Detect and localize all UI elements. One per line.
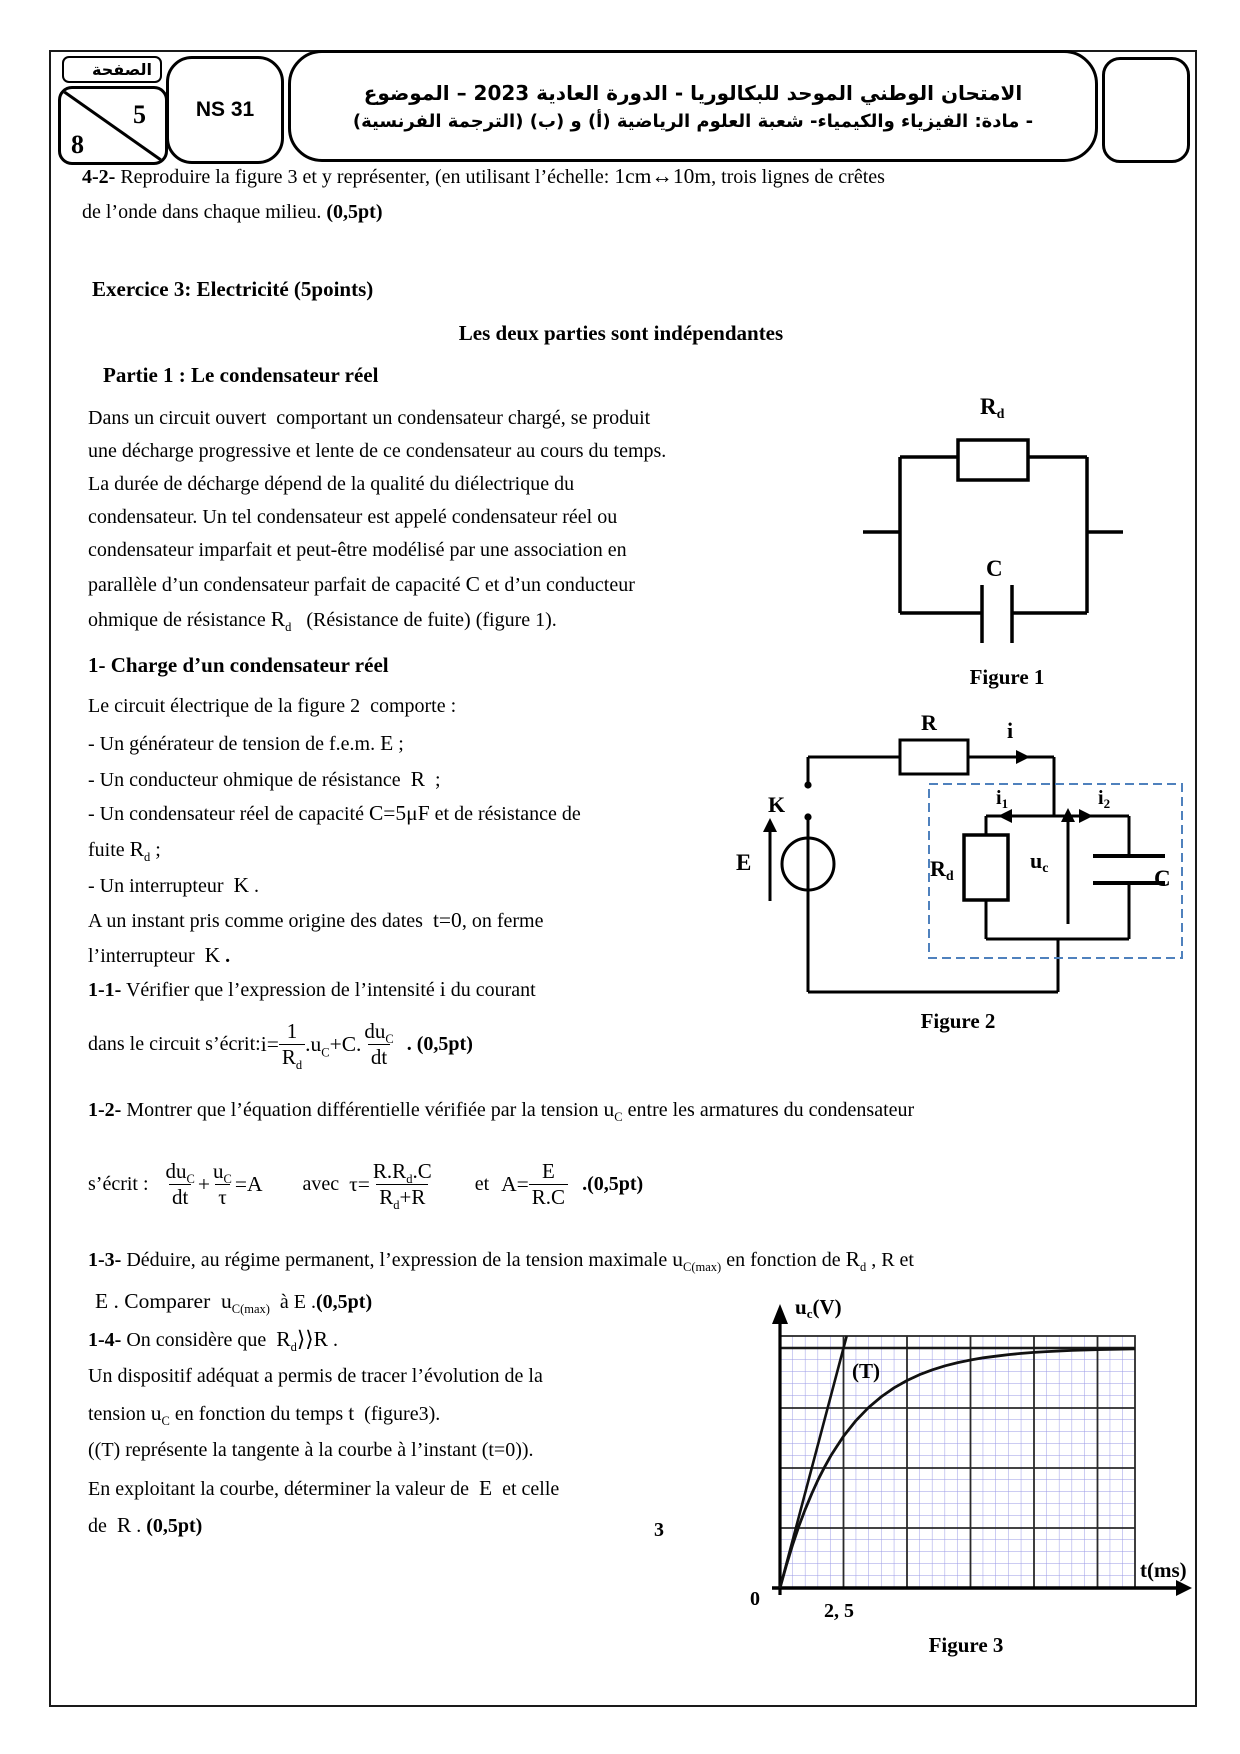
page-current: 5 [133, 100, 146, 129]
q12-frac-uc-tau: $\frac{u_C}{\tau}$ [213, 1159, 232, 1209]
q14-line6: de R . (0,5pt) [88, 1513, 203, 1537]
q12-frac-duc-dt: $\frac{du_C}{dt}$ [165, 1159, 195, 1209]
exam-title-line1: الامتحان الوطني الموحد للبكالوريا - الدورة العادية 2023 – الموضوع [363, 80, 1023, 105]
sec1-line4: - Un condensateur réel de capacité C=5μF et de résistance de [88, 801, 581, 825]
figure3-graph [640, 1290, 1200, 1622]
fig2-i2-arrow [1079, 809, 1093, 823]
q42-line2: de l’onde dans chaque milieu. (0,5pt) [82, 201, 383, 223]
figure2-caption: Figure 2 [920, 1009, 996, 1033]
intro-line6: parallèle d’un condensateur parfait de capacité C et d’un conducteur [88, 572, 635, 596]
q14-line2: Un dispositif adéquat a permis de tracer l’évolution de la [88, 1365, 543, 1387]
fig2-k-label: K [768, 792, 786, 817]
q12-line1: 1-2- Montrer que l’équation différentielle vérifiée par la tension $u_C$ entre les armatures du condensateur [88, 1097, 915, 1124]
fig3-x-arrow [1176, 1580, 1192, 1596]
figure3-caption: Figure 3 [928, 1633, 1004, 1657]
fig2-r-label: R [921, 710, 937, 735]
fig3-ylabel: uc(V) [795, 1295, 842, 1321]
sec1-line7: A un instant pris comme origine des dates t=0, on ferme [88, 908, 544, 932]
sec1-line1: Le circuit électrique de la figure 2 comporte : [88, 695, 457, 717]
page-number-diagonal [61, 89, 165, 162]
q14-line3: tension $u_C$ en fonction du temps t (figure3). [88, 1401, 441, 1428]
figure1-caption: Figure 1 [969, 665, 1045, 689]
sec1-line2: - Un générateur de tension de f.e.m. E ; [88, 731, 404, 755]
page-label: الصفحة [91, 60, 152, 79]
fig2-switch-dot2 [804, 813, 811, 820]
empty-header-box [1102, 57, 1190, 163]
q11-equation: dans le circuit s’écrit: i= $\frac{1}{R_d}$ $.u_C+C$. $\frac{du_C}{dt}$ . (0,5pt) [88, 1019, 473, 1072]
partie1-title: Partie 1 : Le condensateur réel [103, 363, 379, 387]
figure2-circuit [630, 700, 1200, 1000]
intro-line5: condensateur imparfait et peut-être modélisé par une association en [88, 539, 627, 561]
fig2-c-label: C [1154, 866, 1171, 891]
page-number-box [58, 86, 168, 165]
q11-frac-1-over-rd: $\frac{1}{R_d}$ [279, 1019, 305, 1068]
fig2-i2-label: $i_2$ [1098, 787, 1111, 811]
fig3-xlabel: t(ms) [1140, 1558, 1187, 1582]
page-label-box [62, 56, 162, 83]
exercice3-subtitle: Les deux parties sont indépendantes [458, 321, 784, 345]
q11-line1: 1-1- Vérifier que l’expression de l’intensité i du courant [88, 977, 536, 1001]
q12-frac-tau: $\frac{R.R_d.C}{R_d+R}$ [372, 1159, 432, 1212]
exam-title-line2: - مادة: الفيزياء والكيمياء- شعبة العلوم الرياضية (أ) و (ب) (الترجمة الفرنسية) [352, 110, 1034, 132]
fig2-i1-label: $i_1$ [996, 787, 1009, 811]
q14-line4: ((T) représente la tangente à la courbe à l’instant (t=0)). [88, 1439, 534, 1461]
fig2-e-label: E [736, 850, 752, 875]
sec1-line3: - Un conducteur ohmique de résistance R ; [88, 767, 441, 791]
intro-line2: une décharge progressive et lente de ce condensateur au cours du temps. [88, 440, 667, 462]
fig2-i1-arrow [998, 809, 1012, 823]
q12-equation: s’écrit : $\frac{du_C}{dt}$ + $\frac{u_C}{\tau}$ =A avec τ= $\frac{R.R_d.C}{R_d+R}$ et A= $\frac{E}{R.C}$ .(0,5pt) [88, 1159, 644, 1212]
fig1-c-label: C [986, 556, 1003, 581]
fig2-rd-resistor [964, 835, 1008, 900]
sec1-line6: - Un interrupteur K . [88, 873, 260, 897]
intro-line3: La durée de décharge dépend de la qualité du diélectrique du [88, 473, 575, 495]
fig2-switch-dot1 [804, 781, 811, 788]
fig3-minor-grid [780, 1336, 1135, 1588]
page-total: 8 [71, 130, 84, 159]
q42-line1: 4-2- Reproduire la figure 3 et y représenter, (en utilisant l’échelle: 1cm↔10m, trois lignes de crêtes [82, 164, 885, 188]
intro-line1: Dans un circuit ouvert comportant un condensateur chargé, se produit [88, 407, 651, 429]
fig2-e-arrow-head [763, 818, 777, 832]
fig3-tangent-label: (T) [852, 1359, 880, 1383]
fig2-i-arrow [1016, 750, 1030, 764]
fig1-capacitor-plates [982, 585, 1012, 643]
sec1-line8: l’interrupteur K . [88, 943, 231, 967]
q14-line1: 1-4- On considère que $R_d⟩⟩R$ . [88, 1327, 338, 1354]
fig2-resistor-r [900, 740, 968, 774]
fig3-xtick-2-5: 2, 5 [824, 1600, 854, 1622]
q14-line5: En exploitant la courbe, déterminer la valeur de E et celle [88, 1476, 560, 1500]
q12-frac-a: $\frac{E}{R.C}$ [529, 1159, 568, 1208]
fig1-rd-label: Rd [980, 394, 1005, 422]
q13-line2: E . Comparer $u_{C(max)}$ à E .(0,5pt) [95, 1289, 373, 1316]
exam-code: NS 31 [195, 98, 255, 121]
exam-title-box [288, 50, 1098, 162]
sec1-line5: fuite $R_d$ ; [88, 837, 161, 864]
figure1-circuit [848, 386, 1138, 658]
intro-line4: condensateur. Un tel condensateur est appelé condensateur réel ou [88, 506, 618, 528]
exercice3-title: Exercice 3: Electricité (5points) [92, 277, 374, 301]
fig1-resistor [958, 440, 1028, 480]
fig2-uc-label: uc [1030, 848, 1049, 876]
fig3-y-arrow [772, 1304, 788, 1324]
fig3-origin-0: 0 [750, 1588, 760, 1610]
q13-line1: 1-3- Déduire, au régime permanent, l’expression de la tension maximale $u_{C(max)}$ en fonction de $R_d$ , R et [88, 1247, 914, 1274]
sec1-title: 1- Charge d’un condensateur réel [88, 653, 389, 677]
fig3-ytick-3: 3 [654, 1519, 664, 1541]
q11-frac-duc-dt: $\frac{du_C}{dt}$ [364, 1019, 394, 1069]
fig2-i-label: i [1007, 718, 1014, 743]
exam-code-box [166, 56, 284, 164]
intro-line7: ohmique de résistance $R_d$ (Résistance de fuite) (figure 1). [88, 607, 557, 634]
fig2-rd-label: Rd [930, 856, 954, 884]
